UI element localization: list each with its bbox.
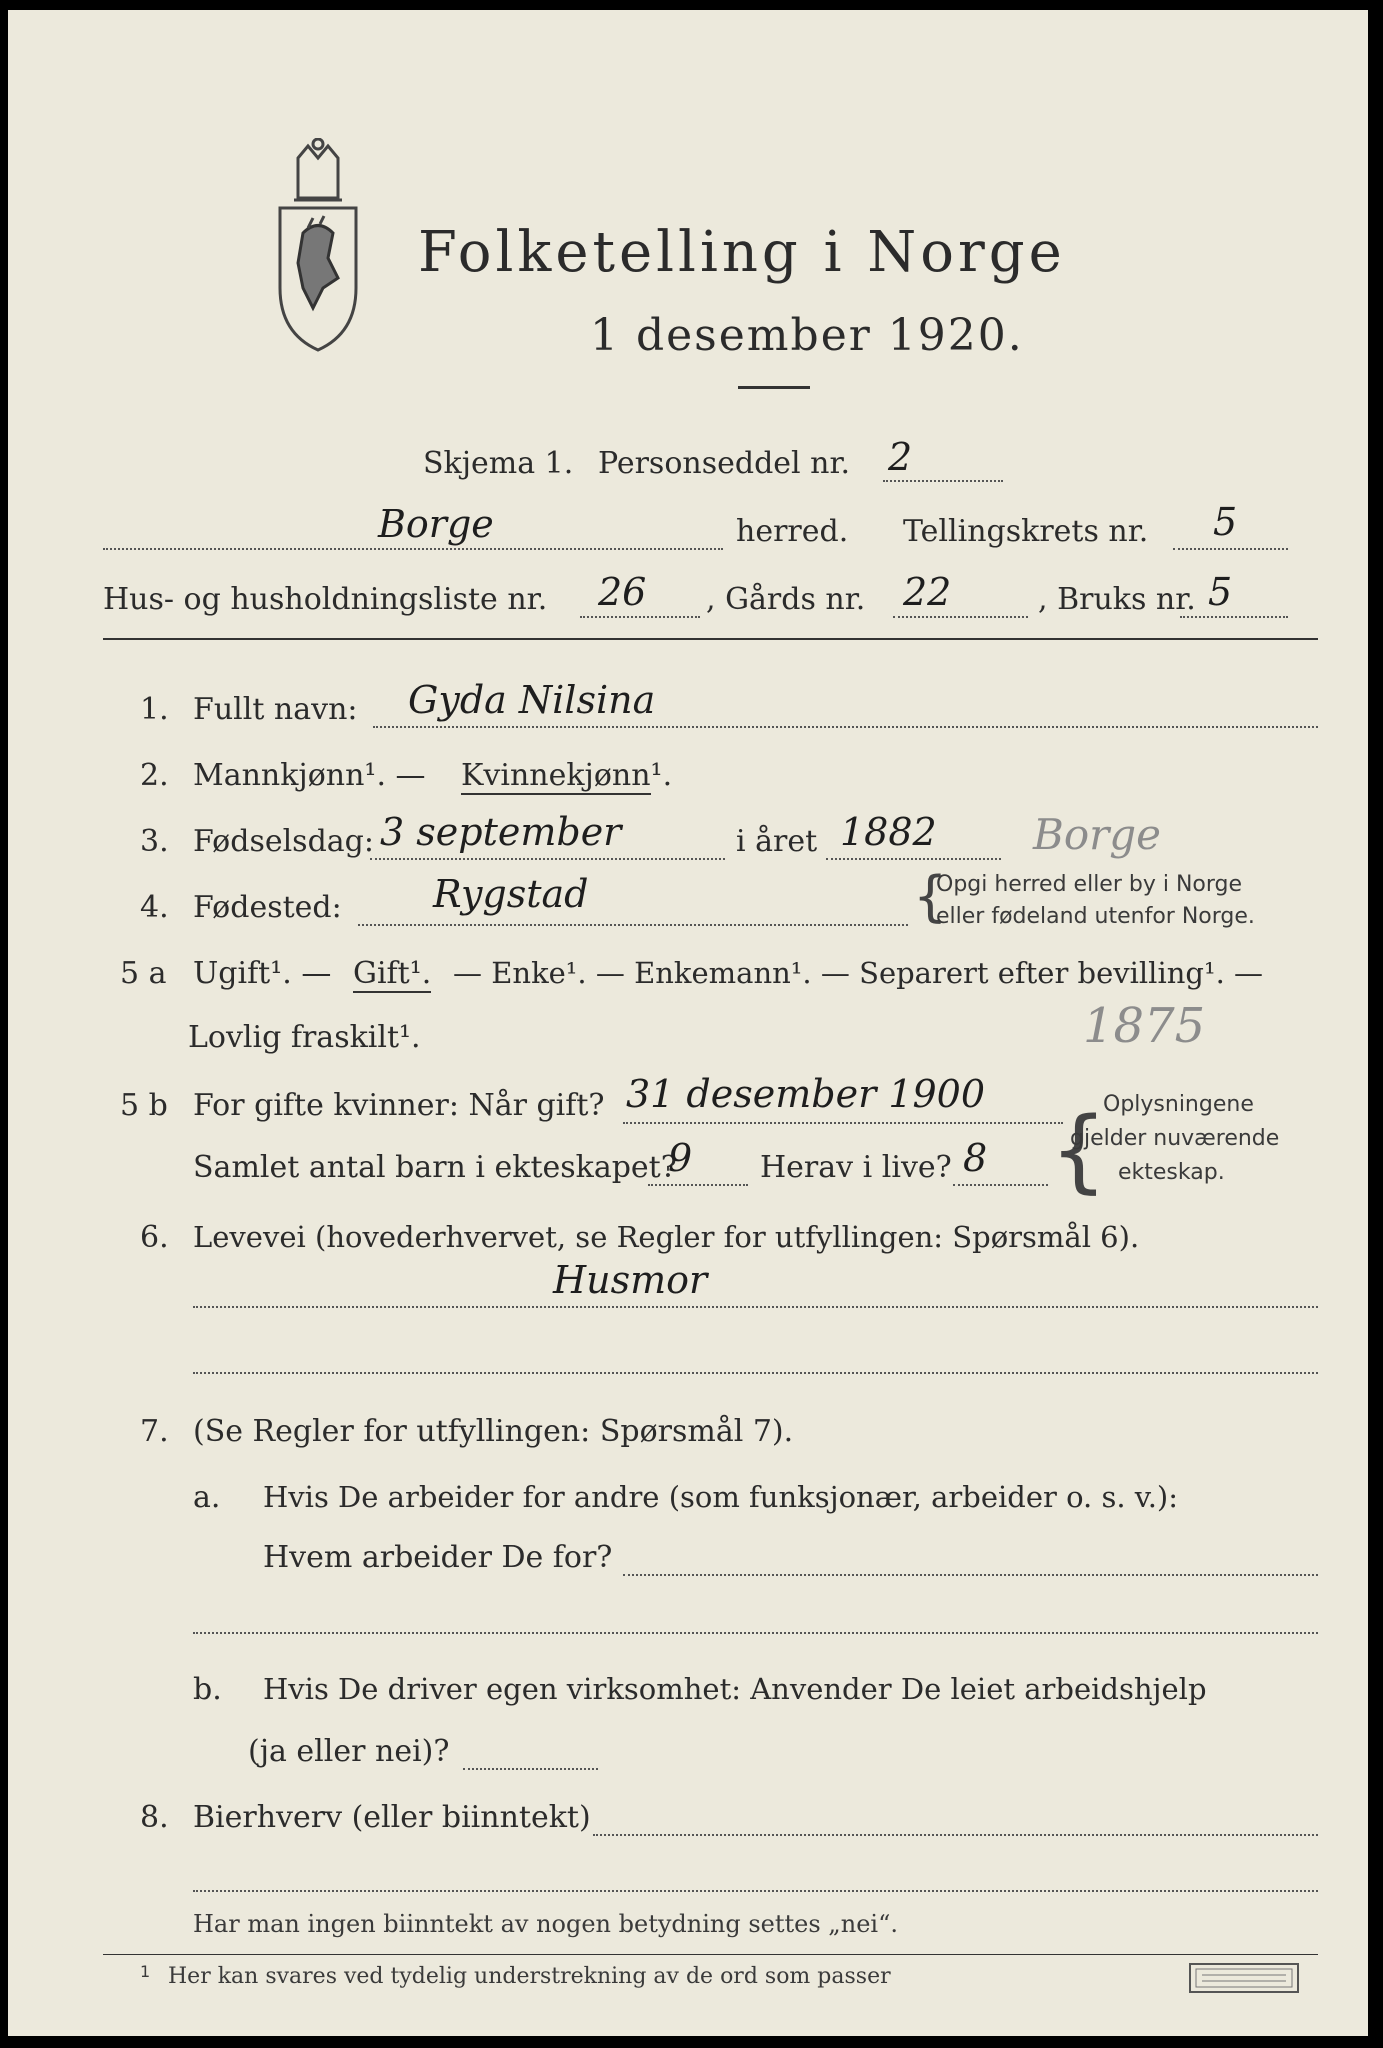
husliste-value[interactable]: 26 [598, 570, 647, 614]
q7b-line[interactable] [463, 1768, 598, 1770]
q7b-question: (ja eller nei)? [248, 1734, 450, 1769]
q5b-alive-line [953, 1184, 1048, 1186]
bruks-value[interactable]: 5 [1208, 570, 1233, 614]
q5b-note-line-1: Oplysningene [1103, 1092, 1254, 1117]
q5b-label: For gifte kvinner: Når gift? [193, 1088, 605, 1123]
q4-birthplace[interactable]: Rygstad [433, 872, 589, 916]
q3-pencil-note: Borge [1033, 810, 1161, 859]
q2-female-option[interactable] [461, 758, 672, 793]
q4-brace: { [913, 865, 948, 928]
q5b-note-line-2: gjelder nuværende [1070, 1126, 1280, 1151]
q4-line [358, 924, 908, 926]
q7b-number: b. [193, 1672, 222, 1707]
q5a-lovlig-fraskilt[interactable]: Lovlig fraskilt¹. [188, 1020, 421, 1055]
bruks-label: , Bruks nr. [1038, 582, 1196, 617]
gards-label: , Gårds nr. [706, 582, 866, 617]
q7a-line-1[interactable] [623, 1574, 1318, 1576]
q6-label: Levevei (hovederhvervet, se Regler for utfyllingen: Spørsmål 6). [193, 1220, 1140, 1254]
q8-note: Har man ingen biinntekt av nogen betydning settes „nei“. [193, 1910, 898, 1938]
title-divider [738, 386, 810, 389]
q5b-children-count[interactable]: 9 [668, 1136, 693, 1180]
footnote-text: Her kan svares ved tydelig understrekning av de ord som passer [168, 1964, 891, 1989]
tellingskrets-label: Tellingskrets nr. [903, 514, 1149, 549]
printer-stamp-icon [1188, 1962, 1300, 1994]
q6-occupation[interactable]: Husmor [553, 1258, 708, 1302]
q7a-question: Hvem arbeider De for? [263, 1540, 613, 1575]
personseddel-line [883, 480, 1003, 482]
q3-birthday[interactable]: 3 september [380, 810, 622, 854]
q3-line [370, 858, 725, 860]
skjema-label: Skjema 1. [423, 446, 574, 481]
q7-number: 7. [140, 1414, 169, 1449]
q8-number: 8. [140, 1800, 169, 1835]
census-date: 1 desember 1920. [590, 310, 1024, 361]
tellingskrets-value[interactable]: 5 [1213, 500, 1238, 544]
q8-line-1[interactable] [593, 1834, 1318, 1836]
q2-female-label: Kvinnekjønn [461, 758, 651, 793]
q4-note-line-2: eller fødeland utenfor Norge. [936, 904, 1255, 929]
form-title: Folketelling i Norge [418, 220, 1066, 285]
q5a-number: 5 a [120, 956, 167, 991]
q3-label: Fødselsdag: [193, 824, 374, 859]
gards-line [893, 616, 1028, 618]
husliste-label: Hus- og husholdningsliste nr. [103, 582, 548, 617]
q7a-line-2[interactable] [193, 1632, 1318, 1634]
q5b-brace: { [1050, 1098, 1108, 1203]
q7-label: (Se Regler for utfyllingen: Spørsmål 7). [193, 1414, 794, 1449]
personseddel-label: Personseddel nr. [598, 446, 851, 481]
q5b-number: 5 b [120, 1088, 168, 1123]
header-separator [103, 638, 1318, 640]
q3-birth-year[interactable]: 1882 [840, 810, 937, 854]
q5b-alive-count[interactable]: 8 [963, 1136, 988, 1180]
q8-label: Bierhverv (eller biinntekt) [193, 1800, 591, 1835]
q5a-ugift-option[interactable]: Ugift¹. — [193, 956, 332, 991]
q5b-line [623, 1122, 1063, 1124]
q1-full-name[interactable]: Gyda Nilsina [408, 678, 656, 722]
q1-label: Fullt navn: [193, 692, 358, 727]
census-form-page [8, 10, 1368, 2036]
q5a-pencil-note: 1875 [1083, 998, 1206, 1054]
q1-number: 1. [140, 692, 169, 727]
q5b-children-line [648, 1184, 748, 1186]
q2-female-footnote: ¹. [650, 758, 673, 793]
husliste-line [580, 616, 700, 618]
q2-male-option[interactable]: Mannkjønn¹. — [193, 758, 426, 793]
q6-line-1 [193, 1306, 1318, 1308]
q5a-other-options[interactable]: — Enke¹. — Enkemann¹. — Separert efter bevilling¹. — [453, 956, 1264, 990]
q3-year-label: i året [736, 824, 818, 859]
q8-line-2[interactable] [193, 1890, 1318, 1892]
q7a-label: Hvis De arbeider for andre (som funksjonær, arbeider o. s. v.): [263, 1480, 1179, 1514]
q4-label: Fødested: [193, 890, 342, 925]
q5b-children-label: Samlet antal barn i ekteskapet? [193, 1150, 677, 1185]
herred-label: herred. [736, 514, 849, 549]
q6-line-2 [193, 1372, 1318, 1374]
footer-separator [103, 1954, 1318, 1955]
footnote-number: 1 [140, 1962, 151, 1981]
tellingskrets-line [1173, 548, 1288, 550]
q5b-note-line-3: ekteskap. [1118, 1160, 1225, 1185]
q4-note-line-1: Opgi herred eller by i Norge [936, 872, 1243, 897]
q2-number: 2. [140, 758, 169, 793]
q3-number: 3. [140, 824, 169, 859]
q7b-label: Hvis De driver egen virksomhet: Anvender De leiet arbeidshjelp [263, 1672, 1207, 1706]
q3-year-line [826, 858, 1001, 860]
q1-line [373, 726, 1318, 728]
q4-number: 4. [140, 890, 169, 925]
herred-value[interactable]: Borge [378, 502, 494, 546]
gards-value[interactable]: 22 [903, 570, 952, 614]
q7a-number: a. [193, 1480, 221, 1515]
norwegian-coat-of-arms-icon [258, 138, 378, 358]
q6-number: 6. [140, 1220, 169, 1255]
herred-line [103, 548, 723, 550]
bruks-line [1180, 616, 1288, 618]
q5a-gift-option[interactable]: Gift¹. [353, 956, 432, 991]
q5b-alive-label: Herav i live? [760, 1150, 952, 1185]
q5b-marriage-date[interactable]: 31 desember 1900 [626, 1072, 986, 1116]
personseddel-value[interactable]: 2 [888, 435, 913, 479]
